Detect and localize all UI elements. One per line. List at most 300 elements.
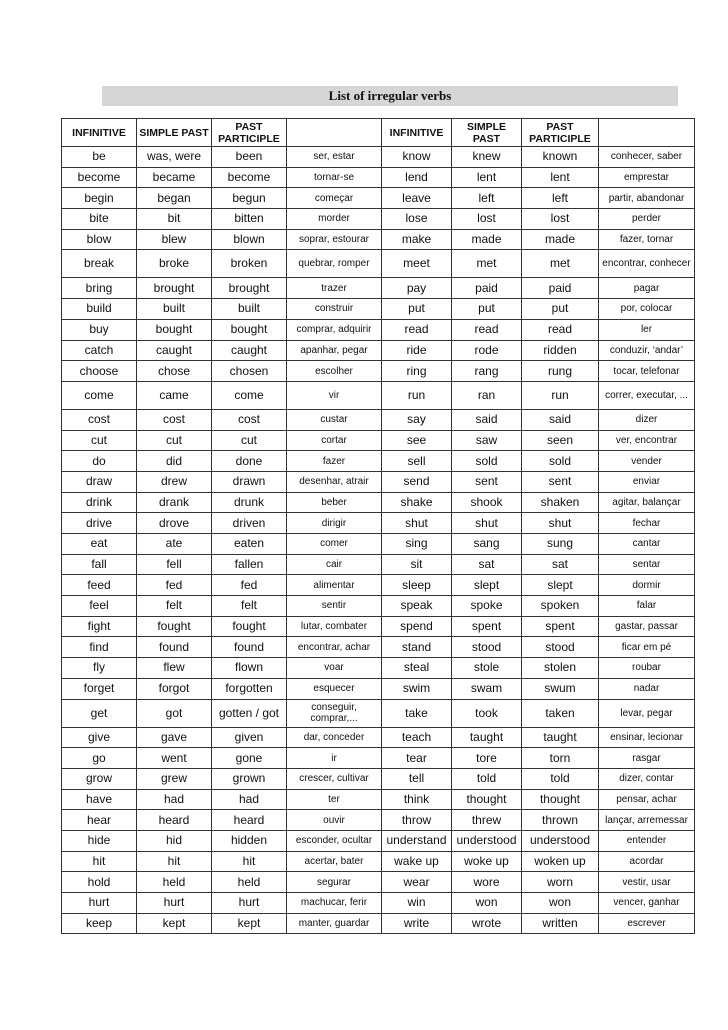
translation-cell: esquecer bbox=[287, 678, 382, 699]
verb-cell: eaten bbox=[212, 534, 287, 555]
translation-cell: morder bbox=[287, 209, 382, 230]
verb-cell: wore bbox=[452, 872, 522, 893]
verb-cell: hid bbox=[137, 830, 212, 851]
verb-cell: drunk bbox=[212, 492, 287, 513]
translation-cell: dar, conceder bbox=[287, 727, 382, 748]
verb-cell: stood bbox=[452, 637, 522, 658]
table-row bbox=[62, 554, 695, 575]
verb-cell: sell bbox=[382, 451, 452, 472]
translation-cell: dormir bbox=[599, 575, 695, 596]
verb-cell: grow bbox=[62, 768, 137, 789]
verb-cell: brought bbox=[212, 278, 287, 299]
verb-cell: flew bbox=[137, 658, 212, 679]
verb-cell: wear bbox=[382, 872, 452, 893]
verb-cell: sit bbox=[382, 554, 452, 575]
verb-cell: drew bbox=[137, 471, 212, 492]
verb-cell: draw bbox=[62, 471, 137, 492]
verb-cell: meet bbox=[382, 250, 452, 278]
verb-cell: fallen bbox=[212, 554, 287, 575]
table-row bbox=[62, 250, 695, 278]
verb-cell: do bbox=[62, 451, 137, 472]
verb-cell: kept bbox=[212, 913, 287, 934]
translation-cell: desenhar, atrair bbox=[287, 471, 382, 492]
verb-cell: fought bbox=[137, 616, 212, 637]
verb-cell: got bbox=[137, 699, 212, 727]
verb-cell: shut bbox=[452, 513, 522, 534]
column-header: SIMPLE PAST bbox=[452, 119, 522, 147]
verb-cell: made bbox=[452, 229, 522, 250]
verb-cell: read bbox=[522, 319, 599, 340]
verb-cell: lent bbox=[522, 167, 599, 188]
verb-cell: given bbox=[212, 727, 287, 748]
verb-cell: blew bbox=[137, 229, 212, 250]
verb-cell: cut bbox=[137, 430, 212, 451]
table-row bbox=[62, 409, 695, 430]
verb-cell: thought bbox=[452, 789, 522, 810]
verb-cell: buy bbox=[62, 319, 137, 340]
translation-cell: escrever bbox=[599, 913, 695, 934]
table-row bbox=[62, 451, 695, 472]
verb-cell: written bbox=[522, 913, 599, 934]
translation-cell: sentar bbox=[599, 554, 695, 575]
translation-cell: dirigir bbox=[287, 513, 382, 534]
table-row bbox=[62, 913, 695, 934]
verb-cell: fell bbox=[137, 554, 212, 575]
verb-cell: hurt bbox=[137, 893, 212, 914]
translation-cell: construir bbox=[287, 299, 382, 320]
table-row bbox=[62, 637, 695, 658]
verb-cell: throw bbox=[382, 810, 452, 831]
verb-cell: fed bbox=[137, 575, 212, 596]
verb-cell: forgot bbox=[137, 678, 212, 699]
verb-cell: sent bbox=[522, 471, 599, 492]
verb-cell: spent bbox=[452, 616, 522, 637]
verb-cell: cut bbox=[62, 430, 137, 451]
verb-cell: built bbox=[137, 299, 212, 320]
verb-cell: cost bbox=[137, 409, 212, 430]
translation-cell: vir bbox=[287, 381, 382, 409]
verb-cell: known bbox=[522, 147, 599, 168]
verb-cell: chose bbox=[137, 361, 212, 382]
verb-cell: sat bbox=[452, 554, 522, 575]
verb-cell: have bbox=[62, 789, 137, 810]
column-header bbox=[599, 119, 695, 147]
table-row bbox=[62, 699, 695, 727]
translation-cell: esconder, ocultar bbox=[287, 830, 382, 851]
translation-cell: custar bbox=[287, 409, 382, 430]
table-row bbox=[62, 492, 695, 513]
verb-cell: stole bbox=[452, 658, 522, 679]
verb-cell: taken bbox=[522, 699, 599, 727]
verb-cell: gotten / got bbox=[212, 699, 287, 727]
translation-cell: ouvir bbox=[287, 810, 382, 831]
table-row bbox=[62, 872, 695, 893]
translation-cell: cortar bbox=[287, 430, 382, 451]
translation-cell: crescer, cultivar bbox=[287, 768, 382, 789]
translation-cell: cantar bbox=[599, 534, 695, 555]
verb-cell: drive bbox=[62, 513, 137, 534]
verb-cell: became bbox=[137, 167, 212, 188]
verb-cell: forget bbox=[62, 678, 137, 699]
verb-cell: stolen bbox=[522, 658, 599, 679]
verb-cell: taught bbox=[452, 727, 522, 748]
verb-cell: won bbox=[522, 893, 599, 914]
verb-cell: fight bbox=[62, 616, 137, 637]
verb-cell: speak bbox=[382, 596, 452, 617]
translation-cell: cair bbox=[287, 554, 382, 575]
translation-cell: sentir bbox=[287, 596, 382, 617]
verb-cell: write bbox=[382, 913, 452, 934]
verbs-table bbox=[61, 118, 695, 934]
translation-cell: trazer bbox=[287, 278, 382, 299]
verb-cell: told bbox=[522, 768, 599, 789]
verb-cell: swim bbox=[382, 678, 452, 699]
verb-cell: caught bbox=[137, 340, 212, 361]
verb-cell: did bbox=[137, 451, 212, 472]
verb-cell: cost bbox=[212, 409, 287, 430]
table-row bbox=[62, 678, 695, 699]
verb-cell: sold bbox=[452, 451, 522, 472]
table-row bbox=[62, 596, 695, 617]
verb-cell: thought bbox=[522, 789, 599, 810]
verb-cell: lost bbox=[522, 209, 599, 230]
translation-cell: alimentar bbox=[287, 575, 382, 596]
table-row bbox=[62, 748, 695, 769]
verb-cell: spent bbox=[522, 616, 599, 637]
verb-cell: slept bbox=[452, 575, 522, 596]
column-header: PAST PARTICIPLE bbox=[212, 119, 287, 147]
translation-cell: dizer, contar bbox=[599, 768, 695, 789]
verb-cell: begin bbox=[62, 188, 137, 209]
translation-cell: apanhar, pegar bbox=[287, 340, 382, 361]
verb-cell: run bbox=[522, 381, 599, 409]
translation-cell: começar bbox=[287, 188, 382, 209]
verb-cell: sold bbox=[522, 451, 599, 472]
verb-cell: choose bbox=[62, 361, 137, 382]
table-row bbox=[62, 430, 695, 451]
title-bar bbox=[102, 86, 678, 106]
translation-cell: tornar-se bbox=[287, 167, 382, 188]
verb-cell: put bbox=[452, 299, 522, 320]
verb-cell: made bbox=[522, 229, 599, 250]
verb-cell: ring bbox=[382, 361, 452, 382]
verb-cell: bit bbox=[137, 209, 212, 230]
translation-cell: segurar bbox=[287, 872, 382, 893]
verb-cell: understood bbox=[522, 830, 599, 851]
verb-cell: read bbox=[452, 319, 522, 340]
translation-cell: pensar, achar bbox=[599, 789, 695, 810]
verb-cell: blown bbox=[212, 229, 287, 250]
verb-cell: threw bbox=[452, 810, 522, 831]
verb-cell: left bbox=[522, 188, 599, 209]
verb-cell: broken bbox=[212, 250, 287, 278]
verb-cell: forgotten bbox=[212, 678, 287, 699]
translation-cell: conhecer, saber bbox=[599, 147, 695, 168]
verb-cell: eat bbox=[62, 534, 137, 555]
verb-cell: sent bbox=[452, 471, 522, 492]
translation-cell: voar bbox=[287, 658, 382, 679]
verb-cell: paid bbox=[452, 278, 522, 299]
table-row bbox=[62, 727, 695, 748]
verb-cell: catch bbox=[62, 340, 137, 361]
translation-cell: fazer bbox=[287, 451, 382, 472]
verb-cell: wrote bbox=[452, 913, 522, 934]
translation-cell: ficar em pé bbox=[599, 637, 695, 658]
verb-cell: taught bbox=[522, 727, 599, 748]
translation-cell: emprestar bbox=[599, 167, 695, 188]
column-header: SIMPLE PAST bbox=[137, 119, 212, 147]
translation-cell: quebrar, romper bbox=[287, 250, 382, 278]
table-row bbox=[62, 381, 695, 409]
verb-cell: ate bbox=[137, 534, 212, 555]
verb-cell: keep bbox=[62, 913, 137, 934]
verb-cell: hide bbox=[62, 830, 137, 851]
verb-cell: make bbox=[382, 229, 452, 250]
verb-cell: rang bbox=[452, 361, 522, 382]
verb-cell: brought bbox=[137, 278, 212, 299]
table-row bbox=[62, 830, 695, 851]
verb-cell: spend bbox=[382, 616, 452, 637]
table-row bbox=[62, 188, 695, 209]
verb-cell: met bbox=[452, 250, 522, 278]
verb-cell: held bbox=[137, 872, 212, 893]
verb-cell: put bbox=[522, 299, 599, 320]
translation-cell: roubar bbox=[599, 658, 695, 679]
verb-cell: see bbox=[382, 430, 452, 451]
verb-cell: read bbox=[382, 319, 452, 340]
verb-cell: sang bbox=[452, 534, 522, 555]
translation-cell: vencer, ganhar bbox=[599, 893, 695, 914]
verb-cell: drove bbox=[137, 513, 212, 534]
verb-cell: broke bbox=[137, 250, 212, 278]
verb-cell: spoken bbox=[522, 596, 599, 617]
table-row bbox=[62, 147, 695, 168]
verb-cell: tore bbox=[452, 748, 522, 769]
translation-cell: machucar, ferir bbox=[287, 893, 382, 914]
verb-cell: feed bbox=[62, 575, 137, 596]
translation-cell: ler bbox=[599, 319, 695, 340]
verb-cell: grown bbox=[212, 768, 287, 789]
verb-cell: rung bbox=[522, 361, 599, 382]
verb-cell: be bbox=[62, 147, 137, 168]
verb-cell: come bbox=[62, 381, 137, 409]
verb-cell: tear bbox=[382, 748, 452, 769]
translation-cell: gastar, passar bbox=[599, 616, 695, 637]
verb-cell: came bbox=[137, 381, 212, 409]
verb-cell: woken up bbox=[522, 851, 599, 872]
verb-cell: come bbox=[212, 381, 287, 409]
verb-cell: shook bbox=[452, 492, 522, 513]
verb-cell: found bbox=[137, 637, 212, 658]
page-title: List of irregular verbs bbox=[328, 88, 452, 103]
verb-cell: hear bbox=[62, 810, 137, 831]
table-row bbox=[62, 299, 695, 320]
verb-cell: bite bbox=[62, 209, 137, 230]
verb-cell: win bbox=[382, 893, 452, 914]
table-row bbox=[62, 789, 695, 810]
verb-cell: lost bbox=[452, 209, 522, 230]
verb-cell: sleep bbox=[382, 575, 452, 596]
column-header bbox=[287, 119, 382, 147]
verb-cell: begun bbox=[212, 188, 287, 209]
translation-cell: partir, abandonar bbox=[599, 188, 695, 209]
verb-cell: fed bbox=[212, 575, 287, 596]
verb-cell: hurt bbox=[212, 893, 287, 914]
verb-cell: cost bbox=[62, 409, 137, 430]
verb-cell: ride bbox=[382, 340, 452, 361]
translation-cell: beber bbox=[287, 492, 382, 513]
table-row bbox=[62, 893, 695, 914]
verb-cell: bought bbox=[212, 319, 287, 340]
verb-cell: saw bbox=[452, 430, 522, 451]
verb-cell: stood bbox=[522, 637, 599, 658]
translation-cell: por, colocar bbox=[599, 299, 695, 320]
translation-cell: soprar, estourar bbox=[287, 229, 382, 250]
verb-cell: hold bbox=[62, 872, 137, 893]
verb-cell: send bbox=[382, 471, 452, 492]
verb-cell: think bbox=[382, 789, 452, 810]
verb-cell: fly bbox=[62, 658, 137, 679]
verb-cell: feel bbox=[62, 596, 137, 617]
verb-cell: said bbox=[452, 409, 522, 430]
verb-cell: become bbox=[62, 167, 137, 188]
table-row bbox=[62, 810, 695, 831]
table-row bbox=[62, 167, 695, 188]
translation-cell: correr, executar, ... bbox=[599, 381, 695, 409]
verb-cell: left bbox=[452, 188, 522, 209]
translation-cell: nadar bbox=[599, 678, 695, 699]
verb-cell: found bbox=[212, 637, 287, 658]
verb-cell: paid bbox=[522, 278, 599, 299]
verb-cell: grew bbox=[137, 768, 212, 789]
verb-cell: heard bbox=[137, 810, 212, 831]
translation-cell: enviar bbox=[599, 471, 695, 492]
translation-cell: levar, pegar bbox=[599, 699, 695, 727]
verb-cell: sat bbox=[522, 554, 599, 575]
translation-cell: falar bbox=[599, 596, 695, 617]
verb-cell: hit bbox=[212, 851, 287, 872]
table-row bbox=[62, 340, 695, 361]
table-row bbox=[62, 319, 695, 340]
verb-cell: take bbox=[382, 699, 452, 727]
verb-cell: gone bbox=[212, 748, 287, 769]
translation-cell: escolher bbox=[287, 361, 382, 382]
table-row bbox=[62, 209, 695, 230]
verb-cell: thrown bbox=[522, 810, 599, 831]
translation-cell: encontrar, achar bbox=[287, 637, 382, 658]
translation-cell: fechar bbox=[599, 513, 695, 534]
table-row bbox=[62, 851, 695, 872]
verb-cell: run bbox=[382, 381, 452, 409]
translation-cell: conseguir, comprar,... bbox=[287, 699, 382, 727]
table-row bbox=[62, 513, 695, 534]
verb-cell: stand bbox=[382, 637, 452, 658]
translation-cell: vestir, usar bbox=[599, 872, 695, 893]
column-header: INFINITIVE bbox=[382, 119, 452, 147]
verb-cell: lend bbox=[382, 167, 452, 188]
verb-cell: say bbox=[382, 409, 452, 430]
column-header: INFINITIVE bbox=[62, 119, 137, 147]
verb-cell: lent bbox=[452, 167, 522, 188]
translation-cell: conduzir, ‘andar’ bbox=[599, 340, 695, 361]
verb-cell: gave bbox=[137, 727, 212, 748]
verb-cell: shaken bbox=[522, 492, 599, 513]
verb-cell: seen bbox=[522, 430, 599, 451]
verb-cell: sing bbox=[382, 534, 452, 555]
translation-cell: tocar, telefonar bbox=[599, 361, 695, 382]
verb-cell: swam bbox=[452, 678, 522, 699]
verb-cell: break bbox=[62, 250, 137, 278]
verb-cell: flown bbox=[212, 658, 287, 679]
verb-cell: leave bbox=[382, 188, 452, 209]
translation-cell: lutar, combater bbox=[287, 616, 382, 637]
verb-cell: caught bbox=[212, 340, 287, 361]
table-row bbox=[62, 575, 695, 596]
verb-cell: rode bbox=[452, 340, 522, 361]
verb-cell: ran bbox=[452, 381, 522, 409]
translation-cell: agitar, balançar bbox=[599, 492, 695, 513]
verb-cell: had bbox=[137, 789, 212, 810]
table-row bbox=[62, 229, 695, 250]
header-row bbox=[62, 119, 695, 147]
verb-cell: done bbox=[212, 451, 287, 472]
translation-cell: fazer, tornar bbox=[599, 229, 695, 250]
verb-cell: slept bbox=[522, 575, 599, 596]
verb-cell: shake bbox=[382, 492, 452, 513]
column-header: PAST PARTICIPLE bbox=[522, 119, 599, 147]
translation-cell: ver, encontrar bbox=[599, 430, 695, 451]
translation-cell: dizer bbox=[599, 409, 695, 430]
verb-cell: bitten bbox=[212, 209, 287, 230]
translation-cell: comer bbox=[287, 534, 382, 555]
verb-cell: become bbox=[212, 167, 287, 188]
table-row bbox=[62, 658, 695, 679]
verb-cell: fall bbox=[62, 554, 137, 575]
table-row bbox=[62, 534, 695, 555]
verb-cell: felt bbox=[212, 596, 287, 617]
verb-cell: chosen bbox=[212, 361, 287, 382]
translation-cell: pagar bbox=[599, 278, 695, 299]
translation-cell: rasgar bbox=[599, 748, 695, 769]
verb-cell: know bbox=[382, 147, 452, 168]
translation-cell: acertar, bater bbox=[287, 851, 382, 872]
verb-cell: took bbox=[452, 699, 522, 727]
verb-cell: told bbox=[452, 768, 522, 789]
verb-cell: hit bbox=[137, 851, 212, 872]
verb-cell: build bbox=[62, 299, 137, 320]
verb-cell: spoke bbox=[452, 596, 522, 617]
verb-cell: hit bbox=[62, 851, 137, 872]
verb-cell: swum bbox=[522, 678, 599, 699]
translation-cell: acordar bbox=[599, 851, 695, 872]
verb-cell: drawn bbox=[212, 471, 287, 492]
verb-cell: been bbox=[212, 147, 287, 168]
table-row bbox=[62, 768, 695, 789]
verb-cell: bring bbox=[62, 278, 137, 299]
verb-cell: knew bbox=[452, 147, 522, 168]
verb-cell: kept bbox=[137, 913, 212, 934]
translation-cell: manter, guardar bbox=[287, 913, 382, 934]
verb-cell: worn bbox=[522, 872, 599, 893]
verb-cell: ridden bbox=[522, 340, 599, 361]
verb-cell: give bbox=[62, 727, 137, 748]
translation-cell: lançar, arremessar bbox=[599, 810, 695, 831]
verb-cell: fought bbox=[212, 616, 287, 637]
verb-cell: find bbox=[62, 637, 137, 658]
table-row bbox=[62, 278, 695, 299]
verb-cell: wake up bbox=[382, 851, 452, 872]
verb-cell: put bbox=[382, 299, 452, 320]
